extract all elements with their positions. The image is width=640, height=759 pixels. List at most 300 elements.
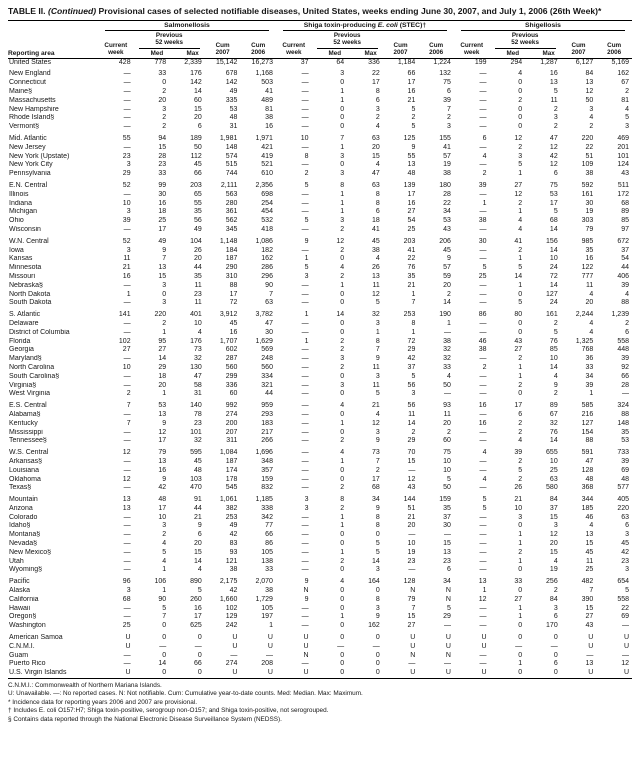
value-cell: 12 (407, 475, 416, 483)
table-row (8, 79, 632, 88)
value-cell: 2 (518, 143, 523, 151)
value-cell: 1 (304, 311, 309, 319)
value-cell: U (588, 642, 594, 650)
value-cell: 532 (261, 217, 273, 225)
value-cell: 1,086 (255, 237, 273, 245)
value-cell: 2 (625, 88, 629, 96)
value-cell: 81 (621, 96, 629, 104)
value-cell: 3 (126, 246, 131, 254)
value-cell: 72 (407, 337, 416, 345)
value-cell: 4 (375, 161, 380, 169)
value-cell: 15 (193, 105, 202, 113)
value-cell: 93 (443, 402, 451, 410)
value-cell: 84 (549, 496, 558, 504)
value-cell: — (372, 642, 380, 650)
value-cell: — (123, 457, 131, 465)
value-cell: — (265, 651, 273, 659)
value-cell: 130 (190, 363, 202, 371)
value-cell: — (479, 651, 487, 659)
value-cell: 21 (407, 513, 416, 521)
value-cell: 159 (261, 475, 273, 483)
value-cell: 4 (447, 372, 451, 380)
value-cell: 11 (408, 410, 416, 418)
value-cell: — (123, 410, 131, 418)
value-cell: 16,273 (251, 58, 273, 66)
reporting-area-cell: New Mexico§ (9, 548, 52, 556)
value-cell: 68 (621, 199, 629, 207)
value-cell: 56 (407, 381, 416, 389)
value-cell: 1 (482, 199, 487, 207)
value-cell: 303 (581, 217, 594, 225)
value-cell: — (301, 410, 309, 418)
value-cell: 45 (443, 246, 451, 254)
value-cell: 2,070 (255, 578, 273, 586)
value-cell: 10 (122, 363, 131, 371)
value-cell: 5 (162, 604, 167, 612)
value-cell: — (479, 522, 487, 530)
value-cell: 3 (162, 105, 167, 113)
value-cell: 141 (118, 311, 131, 319)
value-cell: U (623, 634, 629, 642)
value-cell: 4 (518, 225, 523, 233)
value-cell: — (479, 566, 487, 574)
value-cell: — (301, 246, 309, 254)
value-cell: 4 (589, 114, 594, 122)
value-cell: 79 (585, 225, 594, 233)
value-cell: U (303, 634, 309, 642)
max-header: Max (525, 49, 561, 59)
value-cell: 382 (225, 504, 238, 512)
value-cell: 334 (261, 372, 273, 380)
value-cell: 11 (443, 410, 451, 418)
value-cell: 21 (371, 402, 380, 410)
value-cell: 1 (340, 419, 345, 427)
reporting-area-cell: Maryland§ (9, 355, 42, 363)
reporting-area-cell: Montana§ (9, 531, 41, 539)
value-cell: 85 (621, 217, 629, 225)
value-cell: 99 (158, 182, 167, 189)
value-cell: 1 (304, 255, 309, 263)
table-row (8, 247, 632, 256)
value-cell: 15 (407, 457, 416, 465)
value-cell: 4 (482, 449, 487, 457)
value-cell: 220 (154, 311, 167, 319)
value-cell: 14 (407, 419, 416, 427)
value-cell: 16 (158, 199, 167, 207)
value-cell: 144 (403, 496, 416, 504)
value-cell: 296 (261, 272, 273, 280)
value-cell: 7 (126, 402, 131, 410)
reporting-area-cell: Wyoming§ (9, 566, 43, 574)
value-cell: 421 (261, 143, 273, 151)
value-cell: 1,184 (397, 58, 416, 66)
value-cell: — (301, 208, 309, 216)
table-row (8, 273, 632, 282)
value-cell: 12 (549, 143, 558, 151)
value-cell: 3 (340, 355, 345, 363)
value-cell: 8 (340, 496, 345, 504)
value-cell: 274 (225, 410, 238, 418)
value-cell: 156 (546, 237, 558, 245)
value-cell: 41 (514, 237, 523, 245)
value-cell: — (301, 79, 309, 87)
value-cell: 27 (122, 346, 131, 354)
value-cell: 4 (197, 328, 202, 336)
value-cell: 6 (197, 123, 202, 131)
value-cell: 31 (229, 123, 238, 131)
med-header: Med (490, 49, 526, 59)
value-cell: 37 (300, 58, 309, 66)
value-cell: 20 (193, 540, 202, 548)
value-cell: 0 (340, 660, 345, 668)
value-cell: 68 (122, 595, 131, 603)
value-cell: 85 (549, 346, 558, 354)
value-cell: 0 (340, 79, 345, 87)
value-cell: — (479, 190, 487, 198)
value-cell: 48 (229, 114, 238, 122)
value-cell: 217 (261, 428, 273, 436)
value-cell: 10 (300, 135, 309, 143)
value-cell: 43 (514, 337, 523, 345)
value-cell: 0 (375, 651, 380, 659)
max-header: Max (347, 49, 383, 59)
value-cell: 4 (553, 557, 558, 565)
table-row (8, 235, 632, 247)
value-cell: 545 (225, 484, 238, 492)
current-week-header: Current week (98, 31, 134, 58)
value-cell: 448 (617, 346, 629, 354)
value-cell: 56 (407, 402, 416, 410)
value-cell: 698 (261, 190, 273, 198)
value-cell: — (479, 143, 487, 151)
value-cell: 2 (447, 428, 451, 436)
value-cell: 53 (443, 217, 451, 225)
value-cell: N (445, 587, 451, 595)
value-cell: 54 (407, 217, 416, 225)
value-cell: 66 (621, 372, 629, 380)
value-cell: 3 (162, 522, 167, 530)
value-cell: U (588, 634, 594, 642)
value-cell: 25 (478, 272, 487, 280)
value-cell: 0 (340, 428, 345, 436)
value-cell: 3 (518, 513, 523, 521)
value-cell: 60 (443, 437, 451, 445)
value-cell: 161 (546, 311, 558, 319)
value-cell: 11 (194, 299, 202, 307)
value-cell: — (408, 660, 416, 668)
value-cell: 35 (407, 272, 416, 280)
value-cell: 336 (368, 58, 380, 66)
value-cell: 2 (625, 319, 629, 327)
table-row (8, 114, 632, 123)
value-cell: 1 (126, 290, 131, 298)
value-cell: 0 (340, 604, 345, 612)
reporting-area-cell: New England (9, 70, 51, 78)
value-cell: 20 (549, 540, 558, 548)
value-cell: 13 (158, 457, 167, 465)
value-cell: 2 (304, 170, 309, 178)
table-row (8, 291, 632, 300)
value-cell: 2 (589, 123, 594, 131)
value-cell: 0 (340, 123, 345, 131)
table-row (8, 191, 632, 200)
value-cell: 13 (549, 79, 558, 87)
reporting-area-cell: South Dakota (9, 299, 52, 307)
value-cell: 79 (407, 595, 416, 603)
value-cell: 29 (443, 613, 451, 621)
value-cell: 77 (265, 522, 273, 530)
value-cell: 15 (158, 143, 167, 151)
value-cell: 16 (585, 255, 594, 263)
value-cell: — (123, 225, 131, 233)
value-cell: 0 (518, 114, 523, 122)
value-cell: 0 (518, 669, 523, 677)
value-cell: 89 (549, 402, 558, 410)
value-cell: 558 (617, 337, 629, 345)
value-cell: 20 (158, 381, 167, 389)
value-cell: 1 (518, 531, 523, 539)
value-cell: 170 (546, 622, 558, 630)
value-cell: 0 (162, 651, 167, 659)
value-cell: 2 (375, 466, 380, 474)
value-cell: — (123, 557, 131, 565)
value-cell: 36 (585, 355, 594, 363)
value-cell: 0 (518, 634, 523, 642)
value-cell: 9 (375, 504, 380, 512)
value-cell: 11 (372, 281, 380, 289)
value-cell: 14 (549, 281, 558, 289)
value-cell: 25 (122, 622, 131, 630)
table-row (8, 58, 632, 67)
value-cell: 9 (162, 475, 167, 483)
value-cell: 17 (549, 199, 558, 207)
value-cell: 3 (340, 217, 345, 225)
value-cell: 81 (265, 105, 273, 113)
value-cell: 73 (193, 346, 202, 354)
value-cell: 744 (225, 170, 238, 178)
value-cell: 148 (225, 143, 238, 151)
value-cell: 49 (229, 88, 238, 96)
value-cell: 26 (193, 246, 202, 254)
table-row (8, 514, 632, 523)
value-cell: N (303, 651, 309, 659)
value-cell: 992 (225, 402, 238, 410)
value-cell: 9 (411, 143, 416, 151)
value-cell: 2 (447, 290, 451, 298)
value-cell: 203 (190, 182, 202, 189)
value-cell: — (479, 557, 487, 565)
value-cell: 216 (581, 410, 594, 418)
value-cell: 2 (482, 170, 487, 178)
reporting-area-cell: Iowa (9, 246, 24, 254)
value-cell: 38 (478, 217, 487, 225)
value-cell: 574 (225, 152, 238, 160)
reporting-area-cell: Mid. Atlantic (9, 135, 47, 143)
value-cell: 164 (368, 578, 380, 586)
value-cell: 256 (546, 578, 558, 586)
value-cell: 470 (190, 484, 202, 492)
value-cell: — (301, 70, 309, 78)
value-cell: 13 (443, 548, 451, 556)
value-cell: 3,782 (255, 311, 273, 319)
value-cell: 4 (482, 152, 487, 160)
value-cell: 7 (411, 299, 416, 307)
table-row (8, 88, 632, 97)
value-cell: 6 (553, 613, 558, 621)
value-cell: 33 (585, 363, 594, 371)
value-cell: 293 (261, 410, 273, 418)
reporting-area-cell: U.S. Virgin Islands (9, 669, 67, 677)
value-cell: 1 (447, 319, 451, 327)
value-cell: — (123, 281, 131, 289)
cum-2006-header: Cum 2006 (418, 31, 454, 58)
value-cell: 17 (371, 475, 380, 483)
value-cell: 560 (261, 363, 273, 371)
value-cell: 9 (447, 255, 451, 263)
value-cell: — (301, 613, 309, 621)
value-cell: — (123, 88, 131, 96)
value-cell: 206 (439, 237, 451, 245)
value-cell: 201 (617, 143, 629, 151)
value-cell: 21 (122, 264, 131, 272)
value-cell: 69 (621, 613, 629, 621)
value-cell: 48 (407, 170, 416, 178)
value-cell: 13 (585, 660, 594, 668)
value-cell: U (588, 669, 594, 677)
table-row (8, 170, 632, 179)
value-cell: — (123, 484, 131, 492)
value-cell: 8 (304, 152, 309, 160)
value-cell: — (123, 123, 131, 131)
value-cell: 12 (122, 475, 131, 483)
value-cell: 4 (340, 264, 345, 272)
value-cell: — (230, 651, 238, 659)
table-row (8, 575, 632, 587)
value-cell: 2 (340, 557, 345, 565)
reporting-area-cell: South Carolina§ (9, 372, 60, 380)
value-cell: 5 (304, 264, 309, 272)
value-cell: 0 (340, 105, 345, 113)
value-cell: 5 (553, 328, 558, 336)
value-cell: 29 (122, 170, 131, 178)
value-cell: 5 (553, 88, 558, 96)
value-cell: 1,981 (219, 135, 238, 143)
value-cell: — (123, 513, 131, 521)
value-cell: 1,660 (219, 595, 238, 603)
value-cell: 23 (193, 419, 202, 427)
value-cell: 299 (225, 372, 238, 380)
value-cell: 321 (261, 381, 273, 389)
value-cell: 5 (162, 548, 167, 556)
value-cell: 3 (126, 161, 131, 169)
value-cell: 25 (549, 466, 558, 474)
value-cell: 1 (269, 622, 273, 630)
value-cell: 35 (193, 208, 202, 216)
value-cell: — (443, 328, 451, 336)
reporting-area-cell: E.N. Central (9, 182, 48, 189)
value-cell: 33 (158, 70, 167, 78)
value-cell: 16 (549, 70, 558, 78)
value-cell: 3 (625, 566, 629, 574)
value-cell: 20 (407, 522, 416, 530)
value-cell: 0 (518, 390, 523, 398)
value-cell: 7 (375, 346, 380, 354)
value-cell: — (479, 622, 487, 630)
table-row (8, 338, 632, 347)
value-cell: N (445, 595, 451, 603)
value-cell: 90 (158, 595, 167, 603)
reporting-area-cell: Ohio (9, 217, 24, 225)
value-cell: — (479, 255, 487, 263)
value-cell: 0 (340, 466, 345, 474)
table-row (8, 308, 632, 320)
table-row (8, 613, 632, 622)
reporting-area-cell: Tennessee§ (9, 437, 47, 445)
value-cell: U (481, 642, 487, 650)
value-cell: 0 (518, 319, 523, 327)
value-cell: 1 (518, 372, 523, 380)
value-cell: 2 (162, 531, 167, 539)
reporting-area-cell: C.N.M.I. (9, 642, 35, 650)
value-cell: 44 (193, 504, 202, 512)
value-cell: 4 (197, 566, 202, 574)
value-cell: 17 (158, 225, 167, 233)
value-cell: 63 (371, 135, 380, 143)
value-cell: 15 (549, 513, 558, 521)
value-cell: U (623, 642, 629, 650)
value-cell: 45 (371, 237, 380, 245)
value-cell: 14 (371, 557, 380, 565)
table-row (8, 382, 632, 391)
value-cell: 6 (553, 660, 558, 668)
value-cell: — (479, 355, 487, 363)
value-cell: 13 (585, 79, 594, 87)
value-cell: 45 (193, 457, 202, 465)
value-cell: 2 (447, 114, 451, 122)
value-cell: — (301, 428, 309, 436)
value-cell: 13 (122, 496, 131, 504)
value-cell: 0 (518, 651, 523, 659)
value-cell: 176 (190, 337, 202, 345)
value-cell: 20 (193, 255, 202, 263)
value-cell: 1 (518, 660, 523, 668)
value-cell: 39 (478, 182, 487, 189)
value-cell: 8 (375, 190, 380, 198)
value-cell: — (337, 642, 345, 650)
value-cell: 83 (229, 540, 238, 548)
value-cell: — (301, 466, 309, 474)
value-cell: 53 (158, 402, 167, 410)
value-cell: — (301, 437, 309, 445)
value-cell: 14 (514, 272, 523, 280)
value-cell: 102 (225, 604, 238, 612)
value-cell: 104 (190, 237, 202, 245)
value-cell: 88 (585, 437, 594, 445)
value-cell: 2 (162, 123, 167, 131)
value-cell: 5 (625, 587, 629, 595)
table-row (8, 364, 632, 373)
table-row (8, 437, 632, 446)
table-row (8, 67, 632, 79)
value-cell: 67 (621, 79, 629, 87)
value-cell: 8 (375, 595, 380, 603)
table-row (8, 320, 632, 329)
value-cell: 45 (229, 319, 238, 327)
value-cell: 27 (407, 208, 416, 216)
value-cell: 0 (375, 660, 380, 668)
value-cell: 10 (443, 457, 451, 465)
reporting-area-cell: Vermont§ (9, 123, 39, 131)
